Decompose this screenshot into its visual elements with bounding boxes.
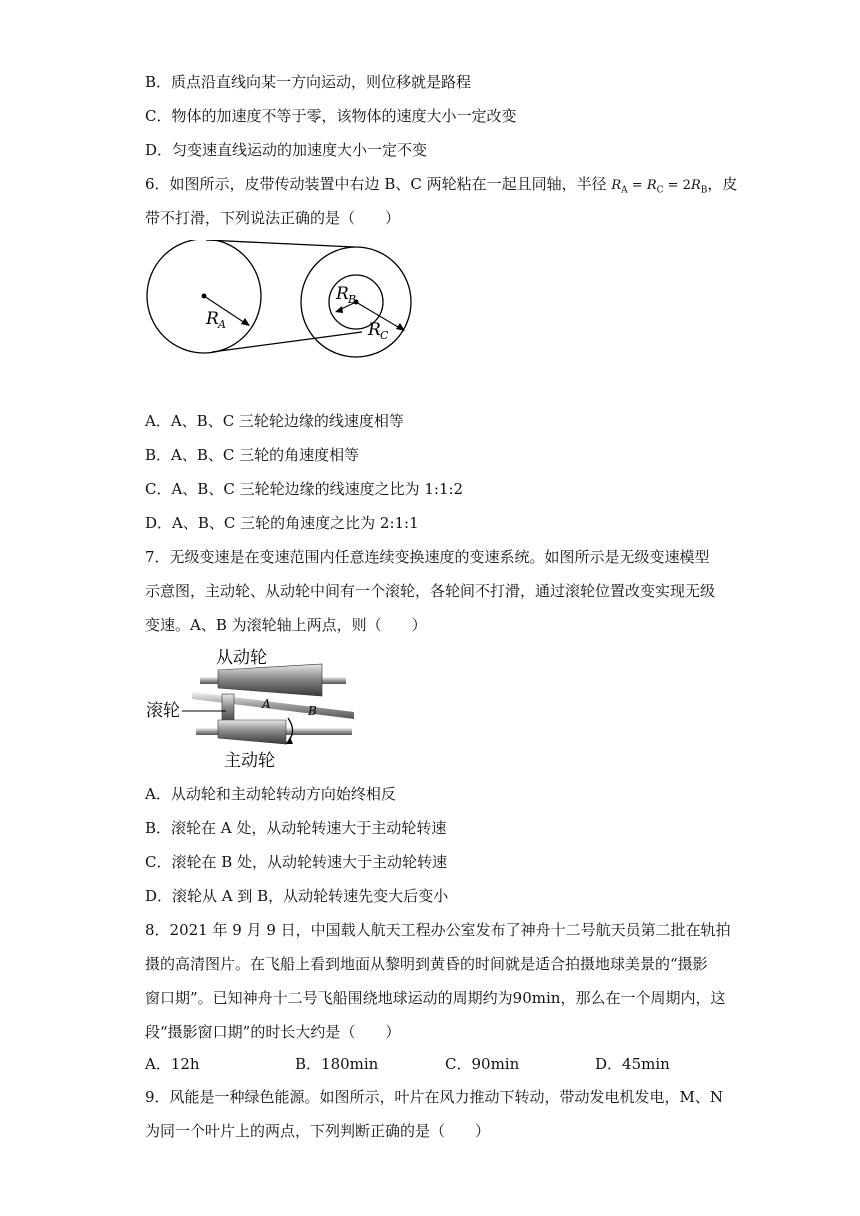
- question-8-stem-line3: 窗口期”。已知神舟十二号飞船围绕地球运动的周期约为90min，那么在一个周期内，这: [145, 989, 726, 1007]
- option-7c: C．滚轮在 B 处，从动轮转速大于主动轮转速: [145, 853, 448, 871]
- label-point-a: A: [262, 697, 271, 711]
- label-point-b: B: [308, 704, 317, 718]
- question-7-stem-line2: 示意图，主动轮、从动轮中间有一个滚轮，各轮间不打滑，通过滚轮位置改变实现无级: [145, 582, 716, 600]
- belt-top: [206, 240, 354, 247]
- option-8c: C．90min: [445, 1055, 520, 1073]
- question-6-stem-line2: 带不打滑，下列说法正确的是（ ）: [145, 209, 401, 227]
- question-6-stem-line1: [145, 174, 737, 201]
- belt-bottom: [212, 332, 362, 352]
- option-7a: A．从动轮和主动轮转动方向始终相反: [145, 785, 396, 803]
- label-rc: R: [368, 320, 381, 340]
- option-5c: C．物体的加速度不等于零，该物体的速度大小一定改变: [145, 107, 517, 125]
- question-8-stem-line1: 8．2021 年 9 月 9 日，中国载人航天工程办公室发布了神舟十二号航天员第二批在轨拍: [145, 921, 731, 939]
- question-9-stem-line2: 为同一个叶片上的两点，下列判断正确的是（ ）: [145, 1122, 491, 1140]
- roller-shaft: [192, 692, 354, 719]
- label-rb: R: [336, 284, 349, 304]
- q6-text-pre: 6．如图所示，皮带传动装置中右边 B、C 两轮粘在一起且同轴，半径: [145, 175, 612, 193]
- option-6d: D．A、B、C 三轮的角速度之比为 2:1:1: [145, 514, 419, 532]
- driver-cone: [218, 720, 286, 744]
- option-8b: B．180min: [295, 1055, 379, 1073]
- question-7-stem-line1: 7．无级变速是在变速范围内任意连续变换速度的变速系统。如图所示是无级变速模型: [145, 548, 710, 566]
- label-roller: 滚轮: [146, 701, 180, 721]
- label-driver-wheel: 主动轮: [224, 751, 275, 771]
- option-6c: C．A、B、C 三轮轮边缘的线速度之比为 1:1:2: [145, 480, 464, 498]
- option-7b: B．滚轮在 A 处，从动轮转速大于主动轮转速: [145, 819, 447, 837]
- question-9-stem-line1: 9．风能是一种绿色能源。如图所示，叶片在风力推动下转动，带动发电机发电，M、N: [145, 1088, 724, 1106]
- label-ra: R: [206, 309, 219, 329]
- question-7-stem-line3: 变速。A、B 为滚轮轴上两点，则（ ）: [145, 616, 427, 634]
- label-rb-sub: B: [348, 293, 357, 306]
- cvt-figure: [140, 640, 370, 772]
- question-8-options: [145, 1053, 745, 1073]
- question-8-stem-line4: 段“摄影窗口期”的时长大约是（ ）: [145, 1023, 401, 1041]
- option-8d: D．45min: [595, 1055, 670, 1073]
- belt-drive-figure: [140, 240, 430, 370]
- q6-radius-relation: $R_A = R_C = 2R_B$: [611, 178, 708, 196]
- option-6b: B．A、B、C 三轮的角速度相等: [145, 446, 360, 464]
- option-7d: D．滚轮从 A 到 B，从动轮转速先变大后变小: [145, 887, 449, 905]
- q6-text-post: ，皮: [707, 175, 738, 193]
- option-5b: B．质点沿直线向某一方向运动，则位移就是路程: [145, 73, 472, 91]
- label-rc-sub: C: [380, 329, 389, 342]
- question-8-stem-line2: 摄的高清图片。在飞船上看到地面从黎明到黄昏的时间就是适合拍摄地球美景的“摄影: [145, 955, 708, 973]
- option-6a: A．A、B、C 三轮轮边缘的线速度相等: [145, 412, 404, 430]
- label-driven-wheel: 从动轮: [216, 648, 267, 668]
- option-5d: D．匀变速直线运动的加速度大小一定不变: [145, 141, 428, 159]
- driven-cone: [218, 664, 322, 696]
- label-ra-sub: A: [218, 318, 226, 331]
- option-8a: A．12h: [145, 1055, 200, 1073]
- roller-wheel: [222, 694, 234, 724]
